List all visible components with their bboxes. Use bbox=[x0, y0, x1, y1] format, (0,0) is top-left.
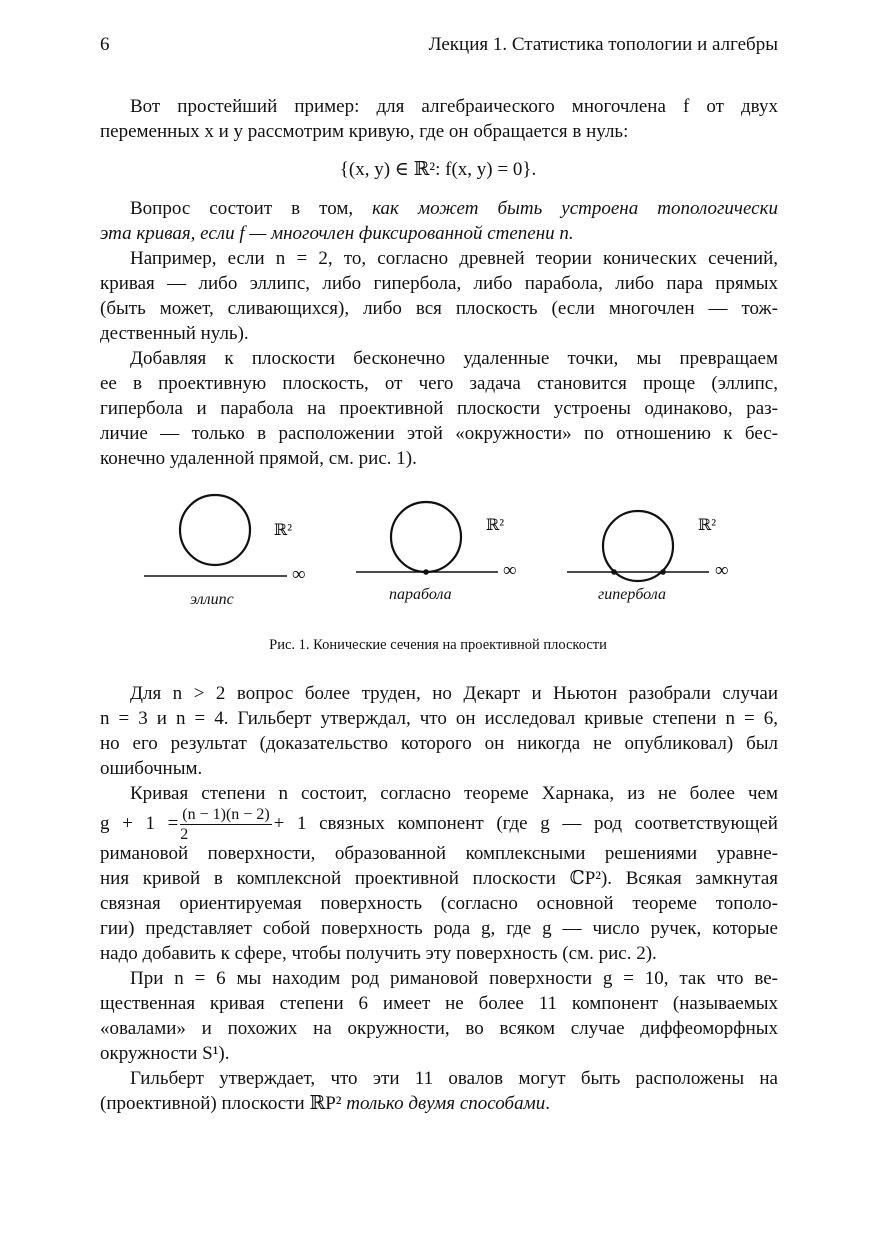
paragraph-1-line-2: переменных x и y рассмотрим кривую, где он обращается в нуль: bbox=[100, 121, 629, 142]
ellipse-caption: эллипс bbox=[190, 591, 234, 608]
paragraph-7-line-4: окружности S¹). bbox=[100, 1043, 230, 1064]
paragraph-7-line-1: При n = 6 мы находим род римановой поверхности g = 10, так что ве- bbox=[130, 968, 778, 989]
paragraph-8-line-1: Гильберт утверждает, что эти 11 овалов могут быть расположены на bbox=[130, 1068, 778, 1089]
hyperbola-intersection-left bbox=[611, 569, 617, 575]
harnack-fraction bbox=[180, 805, 271, 844]
parabola-circle bbox=[391, 502, 461, 572]
hyperbola-caption: гипербола bbox=[598, 586, 666, 603]
paragraph-5-line-3: но его результат (доказательство которого он никогда не опубликовал) был bbox=[100, 733, 778, 754]
hyperbola-infinity-symbol: ∞ bbox=[715, 560, 729, 581]
paragraph-6-line-1: Кривая степени n состоит, согласно теореме Харнака, из не более чем bbox=[130, 783, 778, 804]
paragraph-8-italic: только двумя способами bbox=[346, 1093, 546, 1114]
paragraph-2-lead: Вопрос состоит в том, bbox=[130, 198, 373, 219]
paragraph-4-line-5: конечно удаленной прямой, см. рис. 1). bbox=[100, 448, 417, 469]
formula-curve-set: {(x, y) ∈ ℝ²: f(x, y) = 0}. bbox=[339, 159, 537, 180]
paragraph-8-plain: (проективной) плоскости ℝP² bbox=[100, 1093, 347, 1114]
harnack-rhs: + 1 связных компонент (где g — род соответствующей bbox=[273, 813, 778, 834]
ellipse-plane-label: ℝ² bbox=[274, 522, 293, 539]
parabola-caption: парабола bbox=[389, 586, 452, 603]
paragraph-2-italic-1: как может быть устроена топологически bbox=[372, 198, 778, 219]
ellipse-circle bbox=[180, 495, 250, 565]
paragraph-3-line-1: Например, если n = 2, то, согласно древней теории конических сечений, bbox=[130, 248, 778, 269]
paragraph-1-line-1: Вот простейший пример: для алгебраического многочлена f от двух bbox=[130, 96, 778, 117]
harnack-lhs: g + 1 = bbox=[100, 813, 179, 834]
paragraph-7-line-3: «овалами» и похожих на окружности, во всяком случае диффеоморфных bbox=[100, 1018, 778, 1039]
paragraph-7-line-2: щественная кривая степени 6 имеет не более 11 компонент (называемых bbox=[100, 993, 778, 1014]
paragraph-5-line-1: Для n > 2 вопрос более труден, но Декарт и Ньютон разобрали случаи bbox=[130, 683, 778, 704]
paragraph-3-line-2: кривая — либо эллипс, либо гипербола, либо парабола, либо пара прямых bbox=[100, 273, 778, 294]
figure-1-caption: Рис. 1. Конические сечения на проективной плоскости bbox=[269, 637, 607, 653]
paragraph-6-line-7: надо добавить к сфере, чтобы получить эту поверхность (см. рис. 2). bbox=[100, 943, 657, 964]
paragraph-4-line-4: личие — только в расположении этой «окружности» по отношению к бес- bbox=[100, 423, 778, 444]
paragraph-4-line-1: Добавляя к плоскости бесконечно удаленные точки, мы превращаем bbox=[130, 348, 778, 369]
running-title: Лекция 1. Статистика топологии и алгебры bbox=[428, 34, 778, 55]
hyperbola-plane-label: ℝ² bbox=[698, 517, 717, 534]
paragraph-8-line-2 bbox=[100, 1091, 778, 1116]
paragraph-6-line-5: связная ориентируемая поверхность (согласно основной теореме тополо- bbox=[100, 893, 778, 914]
paragraph-6-line-4: ния кривой в комплексной проективной плоскости ℂP²). Всякая замкнутая bbox=[100, 868, 778, 889]
paragraph-4-line-3: гипербола и парабола на проективной плоскости устроены одинаково, раз- bbox=[100, 398, 778, 419]
paragraph-5-line-4: ошибочным. bbox=[100, 758, 203, 779]
paragraph-4-line-2: ее в проективную плоскость, от чего задача становится проще (эллипс, bbox=[100, 373, 778, 394]
paragraph-5-line-2: n = 3 и n = 4. Гильберт утверждал, что он исследовал кривые степени n = 6, bbox=[100, 708, 778, 729]
paragraph-8-end: . bbox=[545, 1093, 550, 1114]
page-number: 6 bbox=[100, 34, 110, 55]
parabola-tangent-point bbox=[423, 569, 429, 575]
paragraph-2-line-2: эта кривая, если f — многочлен фиксированной степени n. bbox=[100, 223, 574, 244]
fraction-denominator: 2 bbox=[180, 826, 189, 844]
paragraph-3-line-4: дественный нуль). bbox=[100, 323, 249, 344]
paragraph-3-line-3: (быть может, сливающихся), либо вся плоскость (если многочлен — тож- bbox=[100, 298, 778, 319]
parabola-infinity-symbol: ∞ bbox=[503, 560, 517, 581]
paragraph-6-line-6: гии) представляет собой поверхность рода g, где g — число ручек, которые bbox=[100, 918, 778, 939]
paragraph-6-line-3: римановой поверхности, образованной комплексными решениями уравне- bbox=[100, 843, 778, 864]
hyperbola-intersection-right bbox=[660, 569, 666, 575]
paragraph-6-line-2 bbox=[100, 803, 778, 845]
ellipse-infinity-symbol: ∞ bbox=[292, 564, 306, 585]
fraction-numerator: (n − 1)(n − 2) bbox=[182, 806, 270, 824]
parabola-plane-label: ℝ² bbox=[486, 517, 505, 534]
